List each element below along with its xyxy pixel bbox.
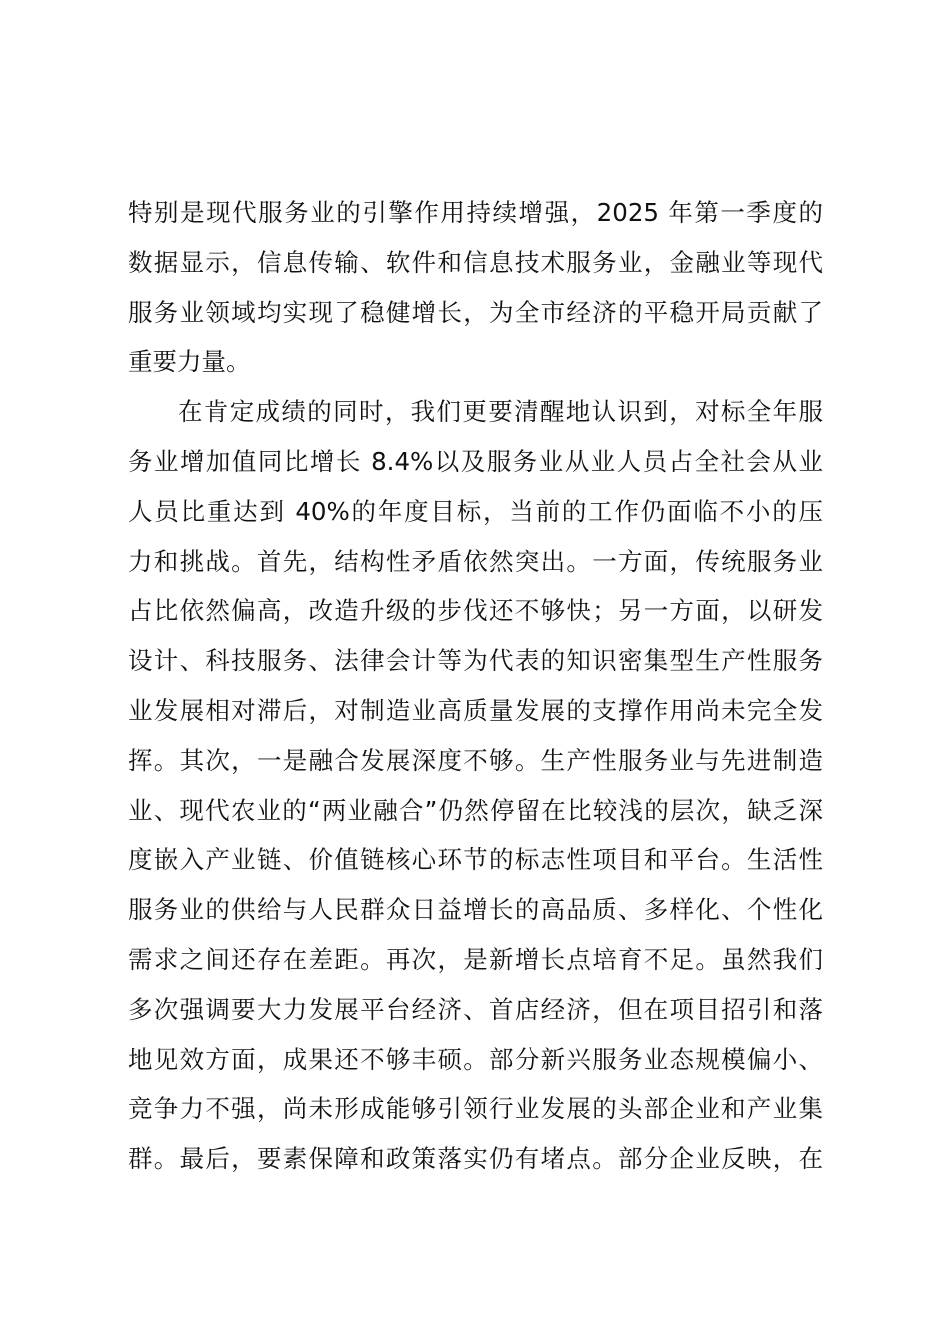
document-page bbox=[128, 188, 823, 1184]
text-line: 挥。其次，一是融合发展深度不够。生产性服务业与先进制造 bbox=[128, 745, 823, 775]
text-line: 群。最后，要素保障和政策落实仍有堵点。部分企业反映，在 bbox=[128, 1144, 823, 1174]
text-line: 服务业的供给与人民群众日益增长的高品质、多样化、个性化 bbox=[128, 895, 823, 925]
text-line: 地见效方面，成果还不够丰硕。部分新兴服务业态规模偏小、 bbox=[128, 1044, 823, 1074]
paragraph-1 bbox=[128, 188, 823, 387]
text-line: 占比依然偏高，改造升级的步伐还不够快；另一方面，以研发 bbox=[128, 596, 823, 626]
text-line: 设计、科技服务、法律会计等为代表的知识密集型生产性服务 bbox=[128, 646, 823, 676]
text-line: 业、现代农业的“两业融合”仍然停留在比较浅的层次，缺乏深 bbox=[128, 795, 823, 825]
text-line: 特别是现代服务业的引擎作用持续增强，2025 年第一季度的 bbox=[128, 198, 823, 227]
text-line: 在肯定成绩的同时，我们更要清醒地认识到，对标全年服 bbox=[178, 397, 823, 427]
text-line: 业发展相对滞后，对制造业高质量发展的支撑作用尚未完全发 bbox=[128, 695, 823, 725]
text-line: 数据显示，信息传输、软件和信息技术服务业，金融业等现代 bbox=[128, 247, 823, 277]
text-line: 务业增加值同比增长 8.4%以及服务业从业人员占全社会从业 bbox=[128, 446, 823, 476]
text-line: 服务业领域均实现了稳健增长，为全市经济的平稳开局贡献了 bbox=[128, 297, 823, 327]
text-line: 度嵌入产业链、价值链核心环节的标志性项目和平台。生活性 bbox=[128, 845, 823, 875]
text-line: 力和挑战。首先，结构性矛盾依然突出。一方面，传统服务业 bbox=[128, 546, 823, 576]
text-line: 人员比重达到 40%的年度目标，当前的工作仍面临不小的压 bbox=[128, 496, 823, 526]
text-line: 多次强调要大力发展平台经济、首店经济，但在项目招引和落 bbox=[128, 994, 823, 1024]
text-line: 重要力量。 bbox=[128, 347, 251, 377]
text-line: 需求之间还存在差距。再次，是新增长点培育不足。虽然我们 bbox=[128, 944, 823, 974]
paragraph-2 bbox=[128, 387, 823, 1184]
text-line: 竞争力不强，尚未形成能够引领行业发展的头部企业和产业集 bbox=[128, 1094, 823, 1124]
